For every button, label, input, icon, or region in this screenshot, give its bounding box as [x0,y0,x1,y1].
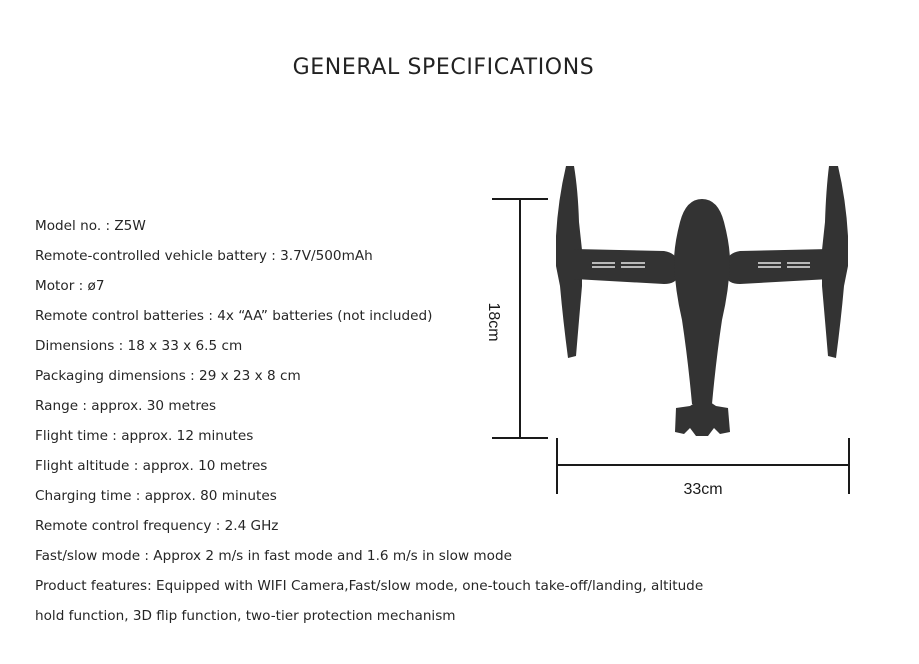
spec-item-packaging: Packaging dimensions : 29 x 23 x 8 cm [35,368,301,384]
spec-item-remote-batteries: Remote control batteries : 4x “AA” batteries (not included) [35,308,433,324]
spec-item-charging-time: Charging time : approx. 80 minutes [35,488,277,504]
spec-item-dimensions: Dimensions : 18 x 33 x 6.5 cm [35,338,243,354]
spec-item-flight-altitude: Flight altitude : approx. 10 metres [35,458,268,474]
spec-item-speed-mode: Fast/slow mode : Approx 2 m/s in fast mode and 1.6 m/s in slow mode [35,548,512,564]
fuselage [674,199,730,404]
spec-item-features-cont: hold function, 3D flip function, two-tier protection mechanism [35,608,456,624]
width-label: 33cm [683,481,723,498]
drone-silhouette [556,166,848,436]
tail [675,402,730,436]
spec-item-frequency: Remote control frequency : 2.4 GHz [35,518,279,534]
drone-dimension-diagram [470,150,890,510]
spec-item-model: Model no. : Z5W [35,218,146,234]
spec-item-motor: Motor : ø7 [35,278,105,294]
spec-item-flight-time: Flight time : approx. 12 minutes [35,428,254,444]
height-label: 18cm [485,302,502,342]
spec-item-features: Product features: Equipped with WIFI Camera,Fast/slow mode, one-touch take-off/landing, altitude [35,578,704,594]
spec-item-range: Range : approx. 30 metres [35,398,217,414]
page-title: GENERAL SPECIFICATIONS [292,54,595,80]
spec-item-battery: Remote-controlled vehicle battery : 3.7V/500mAh [35,248,373,264]
